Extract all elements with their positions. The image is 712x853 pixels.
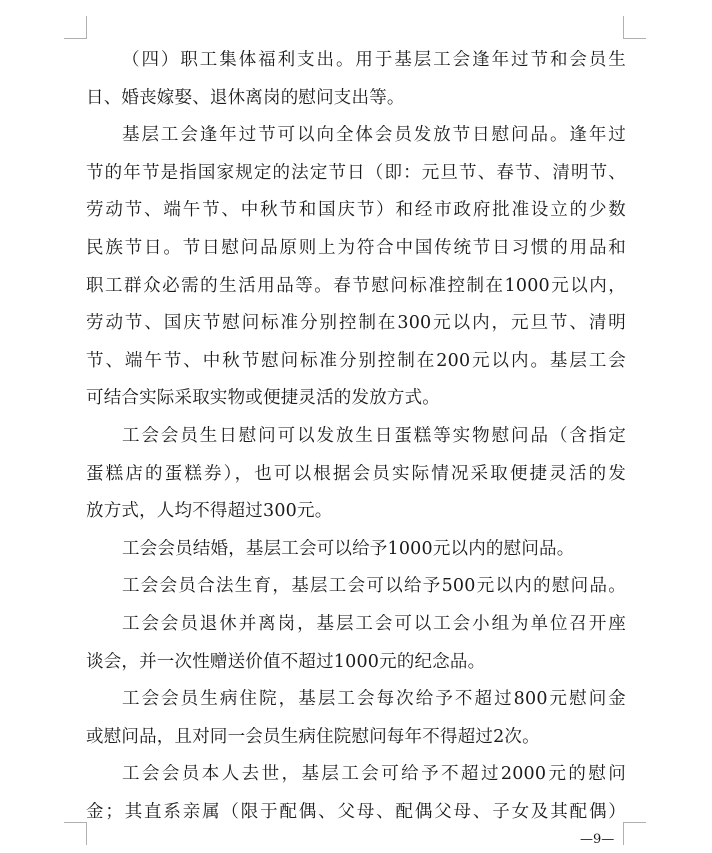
text-line: 谈会，并一次性赠送价值不超过1000元的纪念品。 (86, 651, 486, 672)
text-line: 日、婚丧嫁娶、退休离岗的慰问支出等。 (86, 87, 405, 108)
text-line: 金；其直系亲属（限于配偶、父母、配偶父母、子女及其配偶） (86, 801, 626, 822)
text-line: 工会会员合法生育，基层工会可以给予500元以内的慰问品。 (122, 576, 626, 597)
text-line: 民族节日。节日慰问品原则上为符合中国传统节日习惯的用品和 (86, 237, 626, 258)
body-text (86, 42, 626, 831)
text-line: 工会会员结婚，基层工会可以给予1000元以内的慰问品。 (122, 538, 575, 559)
text-line: 或慰问品，且对同一会员生病住院慰问每年不得超过2次。 (86, 726, 540, 747)
text-line: 工会会员生病住院，基层工会每次给予不超过800元慰问金 (122, 689, 626, 710)
text-line: （四）职工集体福利支出。用于基层工会逢年过节和会员生 (122, 50, 626, 70)
text-line: 劳动节、端午节、中秋节和国庆节）和经市政府批准设立的少数 (86, 200, 626, 221)
text-line: 劳动节、国庆节慰问标准分别控制在300元以内，元旦节、清明 (86, 313, 626, 334)
text-line: 放方式，人均不得超过300元。 (86, 501, 333, 522)
text-line: 蛋糕店的蛋糕券），也可以根据会员实际情况采取便捷灵活的发 (86, 463, 626, 484)
page-number: —9— (580, 832, 615, 847)
text-line: 职工群众必需的生活用品等。春节慰问标准控制在1000元以内， (86, 275, 626, 296)
crop-mark-top-right (623, 16, 646, 39)
text-line: 可结合实际采取实物或便捷灵活的发放方式。 (86, 388, 440, 409)
text-line: 节、端午节、中秋节慰问标准分别控制在200元以内。基层工会 (86, 350, 626, 371)
text-line: 基层工会逢年过节可以向全体会员发放节日慰问品。逢年过 (122, 125, 626, 146)
text-line: 工会会员退休并离岗，基层工会可以工会小组为单位召开座 (122, 613, 626, 634)
crop-mark-bottom-left (64, 822, 87, 845)
crop-mark-top-left (64, 16, 87, 39)
crop-mark-bottom-right (623, 822, 646, 845)
text-line: 节的年节是指国家规定的法定节日（即：元旦节、春节、清明节、 (86, 162, 626, 183)
text-line: 工会会员生日慰问可以发放生日蛋糕等实物慰问品（含指定 (122, 425, 626, 446)
text-line: 工会会员本人去世，基层工会可给予不超过2000元的慰问 (122, 764, 626, 785)
